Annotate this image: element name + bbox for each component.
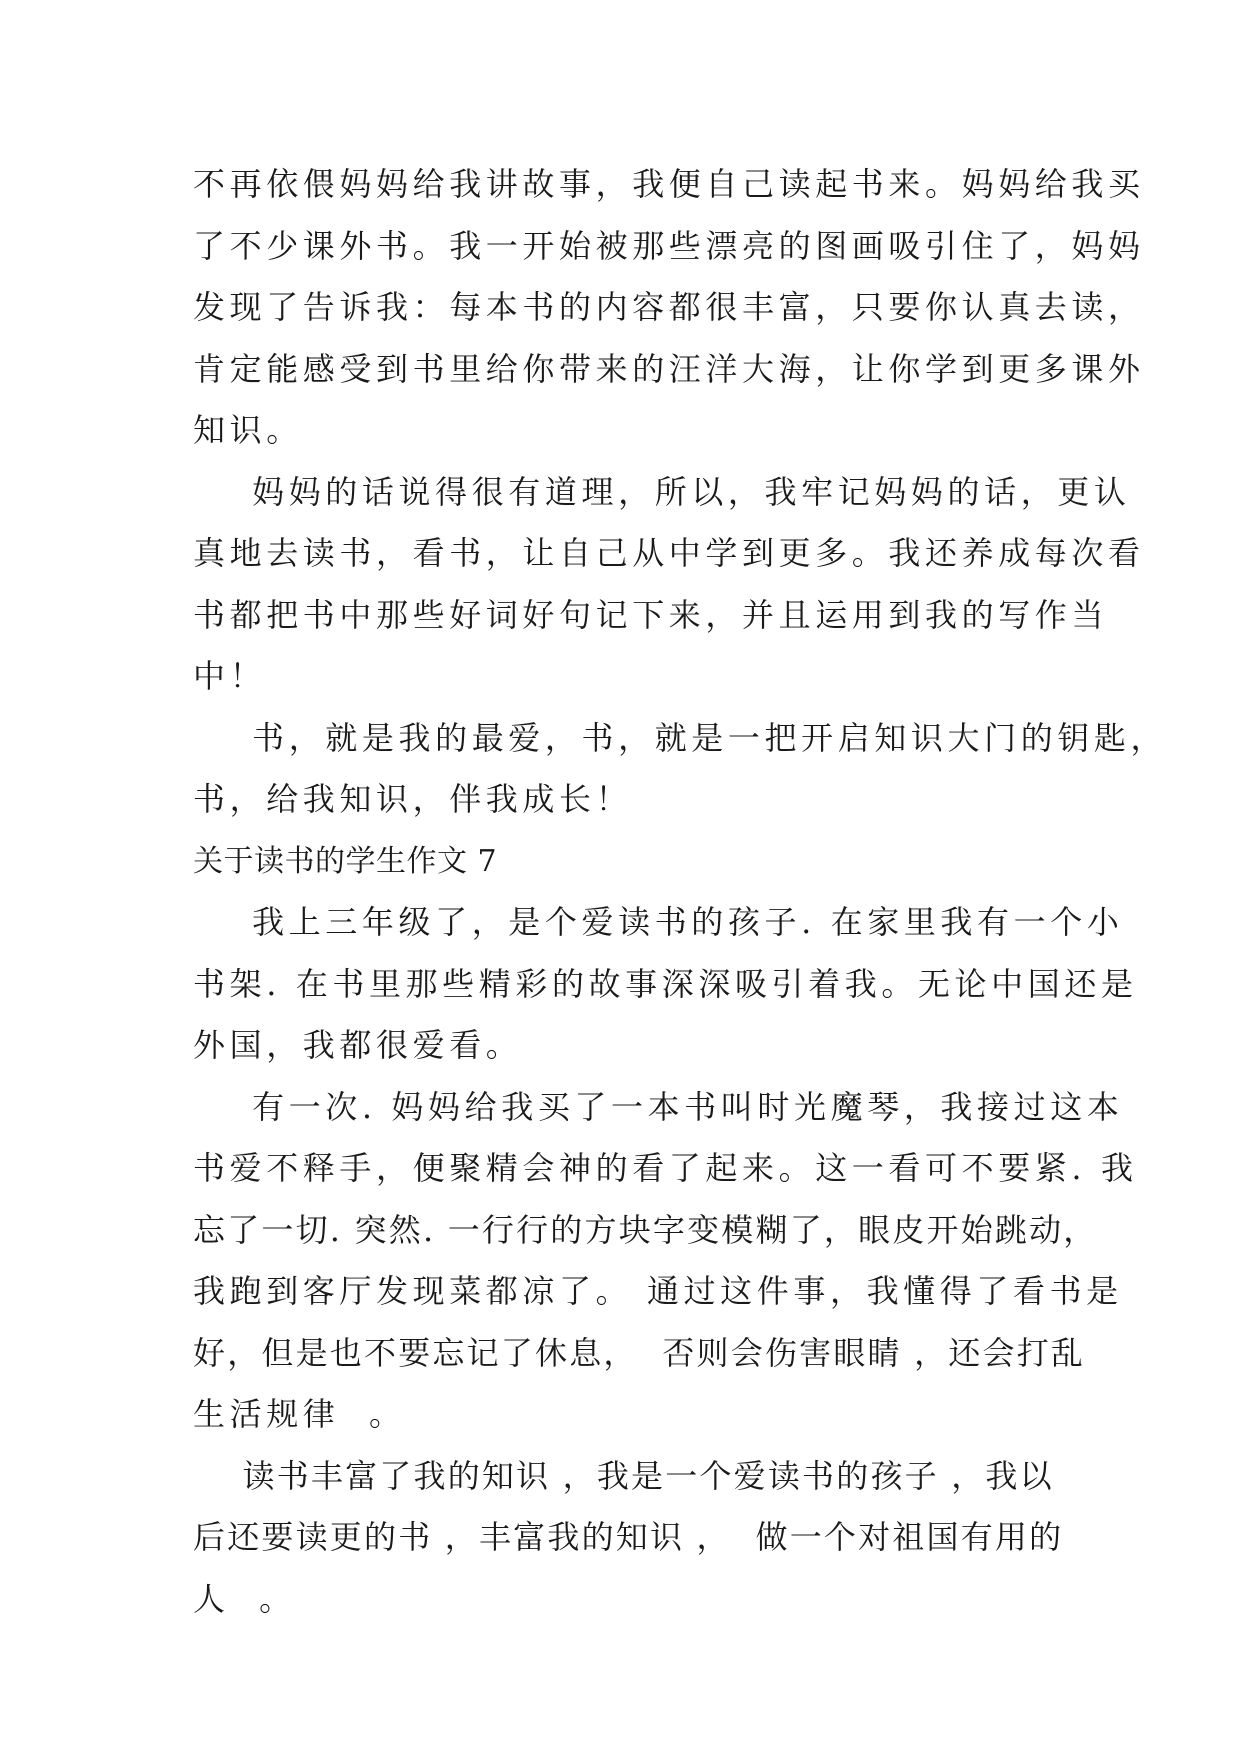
text-line: 书，给我知识，伴我成长！ <box>193 780 633 818</box>
text-line: 知识。 <box>193 411 303 449</box>
text-line: 有一次. 妈妈给我买了一本书叫时光魔琴，我接过这本 <box>193 1087 1124 1126</box>
text-line: 肯定能感受到书里给你带来的汪洋大海，让你学到更多课外 <box>193 349 1145 388</box>
text-line: 书都把书中那些好词好句记下来，并且运用到我的写作当 <box>193 595 1109 634</box>
text-line: 后还要读更的书 ，丰富我的知识 ， 做一个对祖国有用的 <box>193 1518 1064 1556</box>
text-line: 书架. 在书里那些精彩的故事深深吸引着我。无论中国还是 <box>193 964 1138 1003</box>
text-line: 我跑到客厅发现菜都凉了。 通过这件事，我懂得了看书是 <box>193 1272 1123 1310</box>
essay-body <box>193 154 1168 1630</box>
text-line: 书，就是我的最爱，书，就是一把开启知识大门的钥匙， <box>193 718 1168 757</box>
section-heading: 关于读书的学生作文 7 <box>193 843 498 879</box>
text-line: 忘了一切. 突然. 一行行的方块字变模糊了，眼皮开始跳动， <box>193 1210 1098 1249</box>
text-line: 发现了告诉我：每本书的内容都很丰富，只要你认真去读， <box>193 288 1145 326</box>
text-line: 我上三年级了，是个爱读书的孩子. 在家里我有一个小 <box>193 903 1124 941</box>
text-line: 不再依偎妈妈给我讲故事，我便自己读起书来。妈妈给我买 <box>193 165 1145 203</box>
text-line: 妈妈的话说得很有道理，所以，我牢记妈妈的话，更认 <box>193 472 1131 511</box>
text-line: 中！ <box>193 657 267 695</box>
text-line: 真地去读书，看书，让自己从中学到更多。我还养成每次看 <box>193 534 1145 572</box>
text-line: 了不少课外书。我一开始被那些漂亮的图画吸引住了，妈妈 <box>193 226 1145 265</box>
text-line: 生活规律 。 <box>193 1395 406 1433</box>
text-line: 读书丰富了我的知识 ，我是一个爱读书的孩子 ，我以 <box>193 1456 1054 1495</box>
text-line: 外国，我都很爱看。 <box>193 1026 523 1064</box>
text-line: 人 。 <box>193 1579 296 1618</box>
text-line: 好，但是也不要忘记了休息， 否则会伤害眼睛 ，还会打乱 <box>193 1333 1086 1372</box>
text-line: 书爱不释手，便聚精会神的看了起来。这一看可不要紧. 我 <box>193 1149 1138 1187</box>
